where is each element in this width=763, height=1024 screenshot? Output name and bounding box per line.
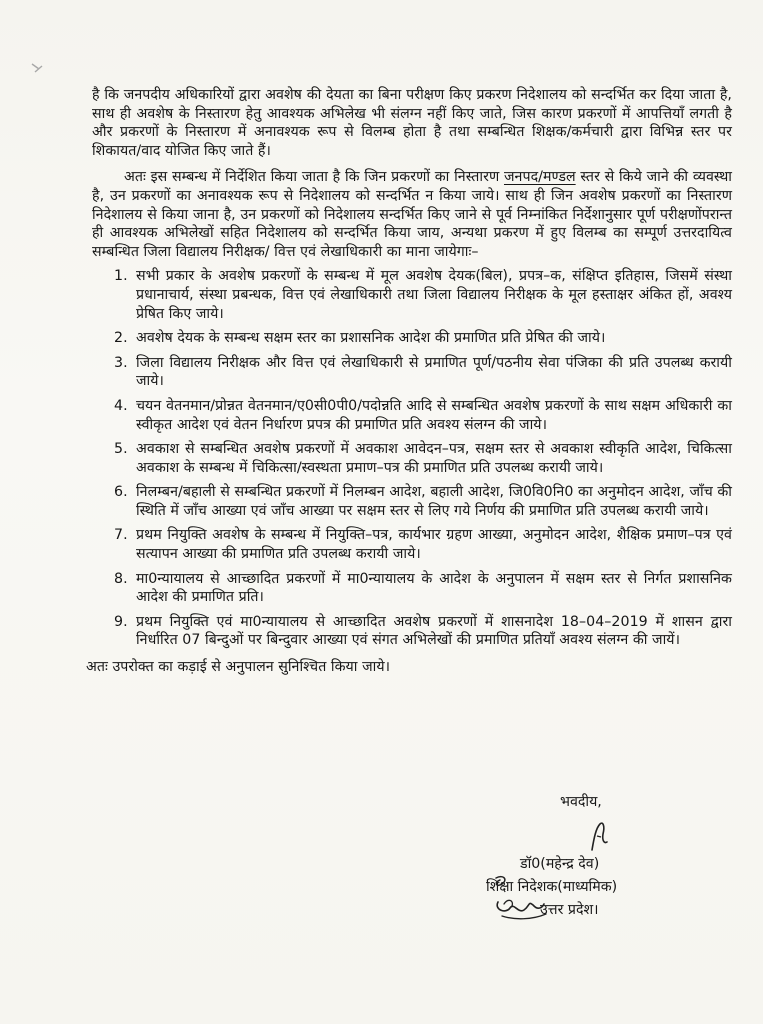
list-item <box>92 267 732 323</box>
list-item <box>92 526 732 563</box>
list-item-text: जिला विद्यालय निरीक्षक और वित्त एवं लेखाधिकारी से प्रमाणित पूर्ण/पठनीय सेवा पंजिका की प्रति उपलब्ध करायी जाये। <box>136 354 732 390</box>
list-item-text: चयन वेतनमान/प्रोन्नत वेतनमान/ए0सी0पी0/पदोन्नति आदि से सम्बन्धित अवशेष प्रकरणों के साथ सक्षम अधिकारी का स्वीकृत आदेश एवं वेतन निर्धारण प्रपत्र की प्रमाणित प्रति अवश्य संलग्न की जाये। <box>136 397 732 433</box>
directive-underlined-term: जनपद/मण्डल <box>503 169 576 186</box>
list-item-text: प्रथम नियुक्ति एवं मा0न्यायालय से आच्छादित अवशेष प्रकरणों में शासनादेश 18–04–2019 में शासन द्वारा निर्धारित 07 बिन्दुओं पर बिन्दुवार आख्या एवं संगत अभिलेखों की प्रमाणित प्रतियाँ अवश्य संलग्न की जायें। <box>136 613 732 649</box>
letter-body <box>86 86 732 677</box>
list-item-number: 9 . <box>114 613 126 632</box>
closing-line: अतः उपरोक्त का कड़ाई से अनुपालन सुनिश्चित किया जाये। <box>86 659 391 676</box>
list-item-number: 6 . <box>114 483 126 502</box>
list-item <box>92 397 732 434</box>
signatory-designation: शिक्षा निदेशक(माध्यमिक) <box>486 879 618 895</box>
signatory-place: उत्तर प्रदेश। <box>540 902 599 918</box>
list-item-number: 2 . <box>114 329 126 348</box>
list-item-number: 5 . <box>114 440 126 459</box>
list-item-text: मा0न्यायालय से आच्छादित प्रकरणों में मा0न्यायालय के आदेश के अनुपालन में सक्षम स्तर से निर्गत प्रशासनिक आदेश की प्रमाणित प्रति। <box>136 570 732 606</box>
signature-initial-icon <box>588 820 610 854</box>
list-item-text: प्रथम नियुक्ति अवशेष के सम्बन्ध में नियुक्ति–पत्र, कार्यभार ग्रहण आख्या, अनुमोदन आदेश, शैक्षिक प्रमाण–पत्र एवं सत्यापन आख्या की प्रमाणित प्रति उपलब्ध करायी जाये। <box>136 527 732 563</box>
list-item-text: अवशेष देयक के सम्बन्ध सक्षम स्तर का प्रशासनिक आदेश की प्रमाणित प्रति प्रेषित की जाये। <box>136 330 606 347</box>
salutation: भवदीय, <box>560 794 602 810</box>
list-item-number: 7 . <box>114 526 126 545</box>
scan-mark <box>30 62 48 76</box>
list-item <box>92 483 732 520</box>
list-item-number: 8 . <box>114 570 126 589</box>
directive-text-start: अतः इस सम्बन्ध में निर्देशित किया जाता है कि जिन प्रकरणों का निस्तारण <box>124 169 504 186</box>
list-item <box>92 329 732 348</box>
list-item-number: 3 . <box>114 354 126 373</box>
list-item <box>92 613 732 650</box>
list-item-text: निलम्बन/बहाली से सम्बन्धित प्रकरणों में निलम्बन आदेश, बहाली आदेश, जि0वि0नि0 का अनुमोदन आदेश, जाँच की स्थिति में जाँच आख्या एवं जाँच आख्या पर सक्षम स्तर से लिए गये निर्णय की प्रमाणित प्रति उपलब्ध करायी जाये। <box>136 484 732 519</box>
signatory-name: डॉ0(महेन्द्र देव) <box>520 856 600 872</box>
list-item-number: 1 . <box>114 267 126 286</box>
paragraph-intro: है कि जनपदीय अधिकारियों द्वारा अवशेष की देयता का बिना परीक्षण किए प्रकरण निदेशालय को सन्दर्भित कर दिया जाता है, साथ ही अवशेष के निस्तारण हेतु आवश्यक अभिलेख भी संलग्न नहीं किए जाते, जिस कारण प्रकरणों में आपत्तियाँ लगती है और प्रकरणों के निस्तारण में अनावश्यक रूप से विलम्ब होता है तथा सम्बन्धित शिक्षक/कर्मचारी द्वारा विभिन्न स्तर पर शिकायत/वाद योजित किए जाते हैं। <box>92 87 732 159</box>
paragraph-directive <box>92 168 732 261</box>
list-item-text: सभी प्रकार के अवशेष प्रकरणों के सम्बन्ध में मूल अवशेष देयक(बिल), प्रपत्र–क, संक्षिप्त इतिहास, जिसमें संस्था प्रधानाचार्य, संस्था प्रबन्धक, वित्त एवं लेखाधिकारी तथा जिला विद्यालय निरीक्षक के मूल हस्ताक्षर अंकित हों, अवश्य प्रेषित किए जाये। <box>136 268 732 322</box>
list-item-number: 4 . <box>114 397 126 416</box>
instruction-list <box>92 267 732 650</box>
directive-text-end: स्तर से किये जाने की व्यवस्था है, उन प्रकरणों का अनावश्यक रूप से निदेशालय को सन्दर्भित न किया जाये। साथ ही जिन अवशेष प्रकरणों का निस्तारण निदेशालय से किया जाना है, उन प्रकरणों को निदेशालय सन्दर्भित किए जाने से पूर्व निम्नांकित निर्देशानुसार पूर्ण परीक्षणोंपरान्त ही आवश्यक अभिलेखों सहित निदेशालय को सन्दर्भित किया जाय, अन्यथा प्रकरण में हुए विलम्ब का सम्पूर्ण उत्तरदायित्व सम्बन्धित जिला विद्यालय निरीक्षक/ वित्त एवं लेखाधिकारी का माना जायेगाः– <box>92 169 732 260</box>
list-item-text: अवकाश से सम्बन्धित अवशेष प्रकरणों में अवकाश आवेदन–पत्र, सक्षम स्तर से अवकाश स्वीकृति आदेश, चिकित्सा अवकाश के सम्बन्ध में चिकित्सा/स्वस्थता प्रमाण–पत्र की प्रमाणित प्रति उपलब्ध करायी जाये। <box>136 441 732 476</box>
list-item <box>92 440 732 477</box>
list-item <box>92 570 732 607</box>
list-item <box>92 354 732 391</box>
